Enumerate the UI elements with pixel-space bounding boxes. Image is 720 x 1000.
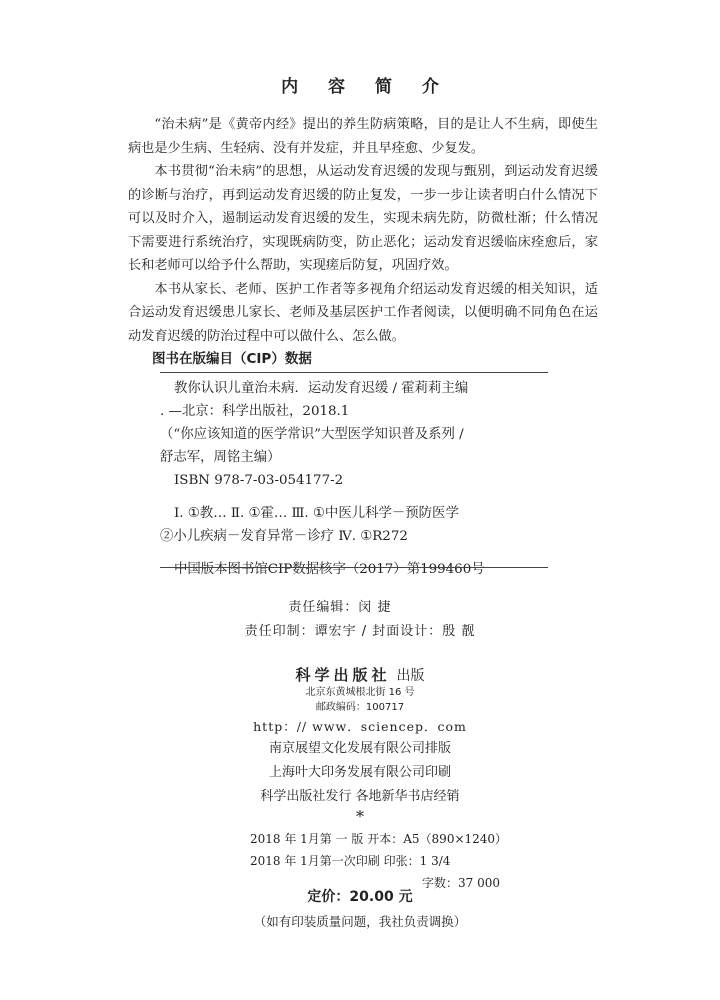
publisher-line	[0, 664, 720, 685]
publisher-address: 北京东黄城根北街 16 号	[305, 687, 415, 698]
edition-line: 2018 年 1月第 一 版 开本：A5（890×1240）	[250, 832, 508, 846]
print-and-cover-credits: 责任印制：谭宏宇 / 封面设计：殷 靓	[244, 624, 476, 639]
cip-classification-2: ②小儿疾病－发育异常－诊疗 Ⅳ. ①R272	[160, 529, 408, 544]
publisher-block	[0, 664, 720, 826]
cip-publication-line: . —北京：科学出版社，2018.1	[160, 404, 350, 419]
typesetter: 南京展望文化发展有限公司排版	[268, 741, 451, 756]
price: 定价：20.00 元	[307, 889, 413, 905]
publisher-suffix: 出版	[396, 668, 425, 684]
content-summary	[128, 113, 598, 348]
cip-isbn: ISBN 978-7-03-054177-2	[174, 473, 344, 488]
distribution: 科学出版社发行 各地新华书店经销	[260, 789, 460, 804]
edition-info	[250, 828, 570, 894]
summary-paragraph-3: 本书从家长、老师、医护工作者等多视角介绍运动发育迟缓的相关知识，适合运动发育迟缓患儿家长、老师及基层医护工作者阅读，以便明确不同角色在运动发育迟缓的防治过程中可以做什么、怎么做。	[128, 281, 598, 344]
cip-record-number: 中国版本图书馆CIP数据核字（2017）第199460号	[174, 562, 485, 577]
cip-classification-1: Ⅰ. ①教… Ⅱ. ①霍… Ⅲ. ①中医儿科学－预防医学	[174, 506, 459, 521]
cip-series-editors-line: 舒志军，周铭主编）	[160, 450, 281, 465]
cip-top-rule	[160, 372, 548, 373]
page-title: 内 容 简 介	[281, 77, 451, 97]
editor-credits	[0, 596, 720, 644]
printer: 上海叶大印务发展有限公司印刷	[268, 765, 451, 780]
quality-notice: （如有印装质量问题，我社负责调换）	[253, 914, 467, 929]
printing-line: 2018 年 1月第一次印刷 印张：1 3/4	[250, 854, 451, 868]
publisher-name: 科学出版社	[295, 666, 391, 684]
cip-title-line: 教你认识儿童治未病．运动发育迟缓 / 霍莉莉主编	[174, 381, 469, 396]
cip-bottom-rule	[160, 567, 548, 568]
cip-block	[160, 377, 548, 581]
separator-star: *	[356, 807, 364, 826]
summary-paragraph-2: 本书贯彻“治未病”的思想，从运动发育迟缓的发现与甄别，到运动发育迟缓的诊断与治疗，再到运动发育迟缓的防止复发，一步一步让读者明白什么情况下可以及时介入，遏制运动发育迟缓的发生，实现未病先防，防微杜渐；什么情况下需要进行系统治疗，实现既病防变，防止恶化；运动发育迟缓临床痊愈后，家长和老师可以给予什么帮助，实现瘥后防复，巩固疗效。	[128, 164, 598, 273]
cip-heading: 图书在版编目（CIP）数据	[152, 351, 312, 367]
publisher-postcode: 邮政编码：100717	[315, 702, 405, 713]
word-count: 字数：37 000	[422, 876, 500, 890]
summary-paragraph-1: “治未病”是《黄帝内经》提出的养生防病策略，目的是让人不生病，即使生病也是少生病、生轻病、没有并发症，并且早痊愈、少复发。	[128, 117, 598, 156]
cip-series-line: （“你应该知道的医学常识”大型医学知识普及系列 /	[160, 427, 464, 442]
publisher-website: http：// www．sciencep．com	[253, 719, 467, 734]
responsible-editor: 责任编辑：闵 捷	[288, 600, 392, 615]
